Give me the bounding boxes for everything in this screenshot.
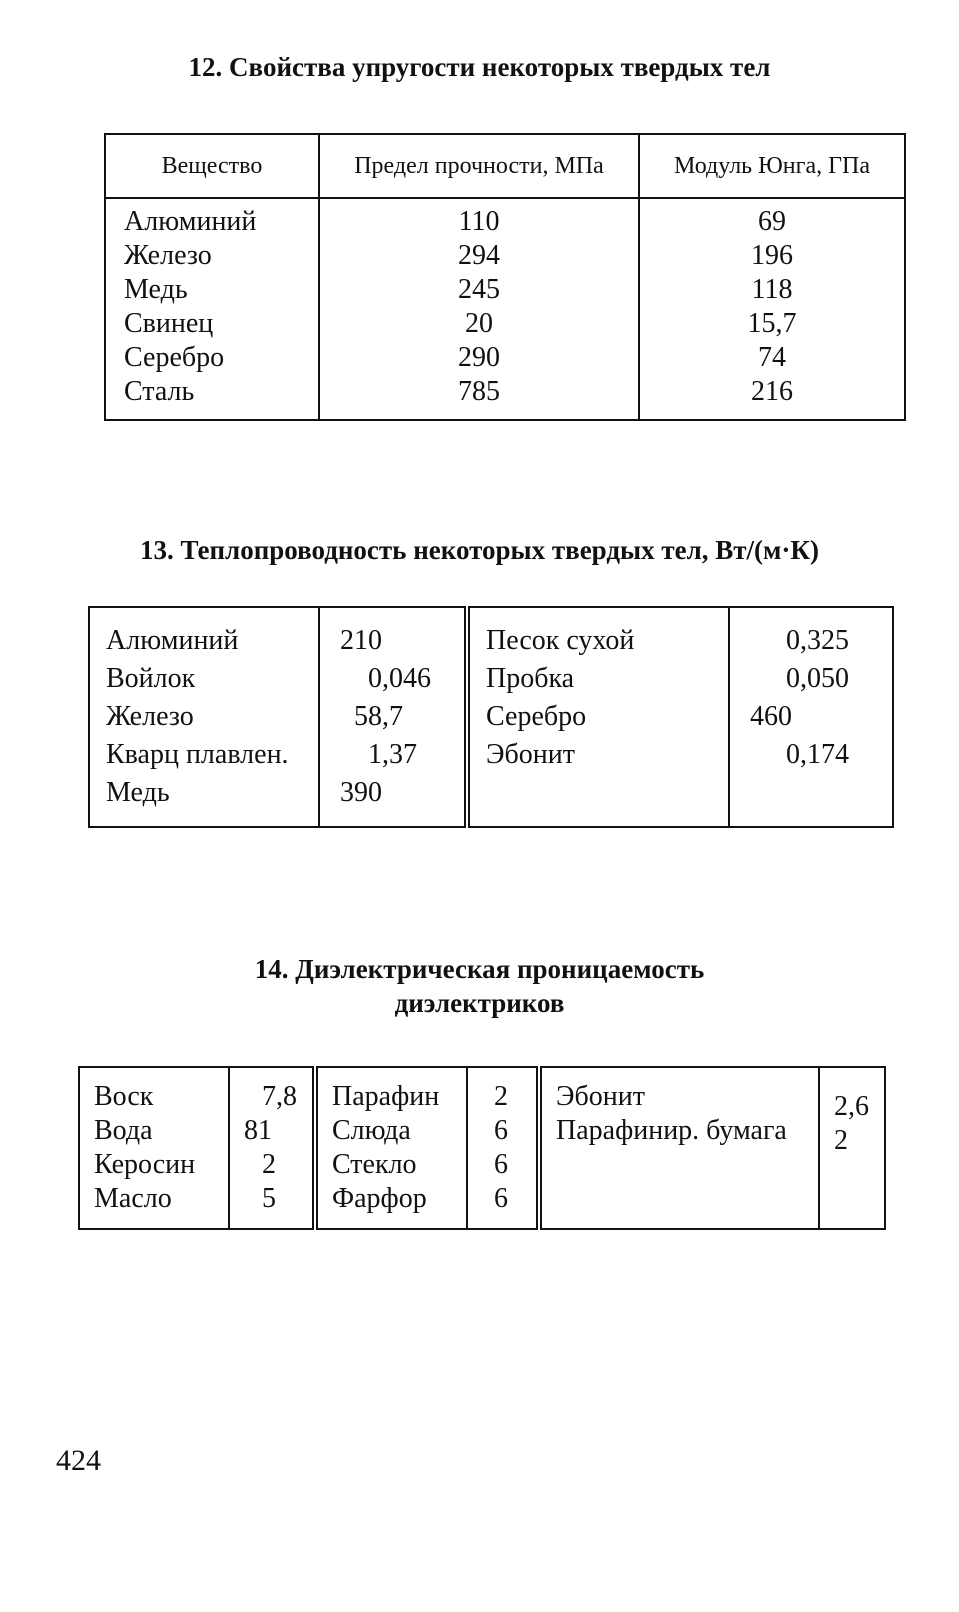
list-item: 74: [758, 342, 786, 373]
column-header-young: Модуль Юнга, ГПа: [639, 134, 905, 198]
column-header-substance: Вещество: [105, 134, 319, 198]
list-item: 5: [262, 1183, 276, 1214]
list-item: 216: [751, 376, 793, 407]
list-item: 0,174: [786, 739, 849, 770]
list-item: 245: [458, 274, 500, 305]
thermal-conductivity-table: [88, 606, 894, 828]
list-item: Войлок: [106, 663, 196, 694]
list-item: Керосин: [94, 1149, 196, 1180]
group-2-names-column: [315, 1067, 467, 1229]
list-item: 6: [494, 1183, 508, 1214]
list-item: 2,6: [834, 1091, 869, 1122]
list-item: 294: [458, 240, 500, 271]
section-14-title-line-2: диэлектриков: [394, 988, 565, 1018]
list-item: 20: [465, 308, 493, 339]
list-item: Кварц плавлен.: [106, 739, 289, 770]
list-item: Слюда: [332, 1115, 411, 1146]
dielectric-permittivity-table: [78, 1066, 886, 1230]
list-item: 2: [494, 1081, 508, 1112]
list-item: 2: [262, 1149, 276, 1180]
list-item: 460: [750, 701, 792, 732]
list-item: 81: [244, 1115, 272, 1146]
list-item: 118: [751, 274, 793, 305]
list-item: Алюминий: [106, 625, 239, 656]
page-number: 424: [56, 1444, 101, 1477]
strength-column: [319, 198, 639, 420]
list-item: Свинец: [124, 308, 214, 339]
list-item: Железо: [106, 701, 194, 732]
elasticity-table: [104, 133, 906, 421]
column-header-strength: Предел прочности, МПа: [319, 134, 639, 198]
list-item: 15,7: [747, 308, 797, 339]
list-item: Масло: [94, 1183, 172, 1214]
list-item: Медь: [124, 274, 188, 305]
list-item: Стекло: [332, 1149, 417, 1180]
section-13-title: 13. Теплопроводность некоторых твердых тел, Вт/(м·К): [140, 535, 819, 565]
group-1-values-column: [229, 1067, 315, 1229]
list-item: 196: [751, 240, 793, 271]
list-item: Медь: [106, 777, 170, 808]
list-item: 785: [458, 376, 500, 407]
left-values-column: [319, 607, 467, 827]
list-item: 0,325: [786, 625, 849, 656]
list-item: Эбонит: [486, 739, 575, 770]
list-item: Фарфор: [332, 1183, 427, 1214]
group-2-values-column: [467, 1067, 539, 1229]
list-item: Пробка: [486, 663, 575, 694]
table-body-row: [105, 198, 905, 420]
list-item: Сталь: [124, 376, 195, 407]
list-item: 7,8: [262, 1081, 297, 1112]
group-3-values-column: [819, 1067, 885, 1229]
section-14-title: [0, 952, 959, 1020]
list-item: 290: [458, 342, 500, 373]
list-item: Серебро: [486, 701, 587, 732]
list-item: 58,7: [354, 701, 403, 732]
list-item: Вода: [94, 1115, 153, 1146]
list-item: 2: [834, 1125, 848, 1156]
list-item: 210: [340, 625, 382, 656]
list-item: Эбонит: [556, 1081, 645, 1112]
table-row: [89, 607, 893, 827]
section-12-title: 12. Свойства упругости некоторых твердых тел: [188, 52, 771, 82]
right-names-column: [467, 607, 729, 827]
list-item: 390: [340, 777, 382, 808]
table-header-row: [105, 134, 905, 198]
list-item: 6: [494, 1115, 508, 1146]
group-1-names-column: [79, 1067, 229, 1229]
list-item: Воск: [94, 1081, 154, 1112]
list-item: Песок сухой: [486, 625, 635, 656]
young-column: [639, 198, 905, 420]
left-names-column: [89, 607, 319, 827]
list-item: 0,050: [786, 663, 849, 694]
list-item: Парафинир. бумага: [556, 1115, 787, 1146]
list-item: 1,37: [368, 739, 417, 770]
list-item: Алюминий: [124, 206, 257, 237]
list-item: 110: [458, 206, 500, 237]
list-item: Железо: [124, 240, 212, 271]
right-values-column: [729, 607, 893, 827]
list-item: Серебро: [124, 342, 225, 373]
list-item: Парафин: [332, 1081, 440, 1112]
section-14-title-line-1: 14. Диэлектрическая проницаемость: [254, 954, 705, 984]
list-item: 0,046: [368, 663, 431, 694]
list-item: 69: [758, 206, 786, 237]
substance-column: [105, 198, 319, 420]
list-item: 6: [494, 1149, 508, 1180]
table-row: [79, 1067, 885, 1229]
group-3-names-column: [539, 1067, 819, 1229]
